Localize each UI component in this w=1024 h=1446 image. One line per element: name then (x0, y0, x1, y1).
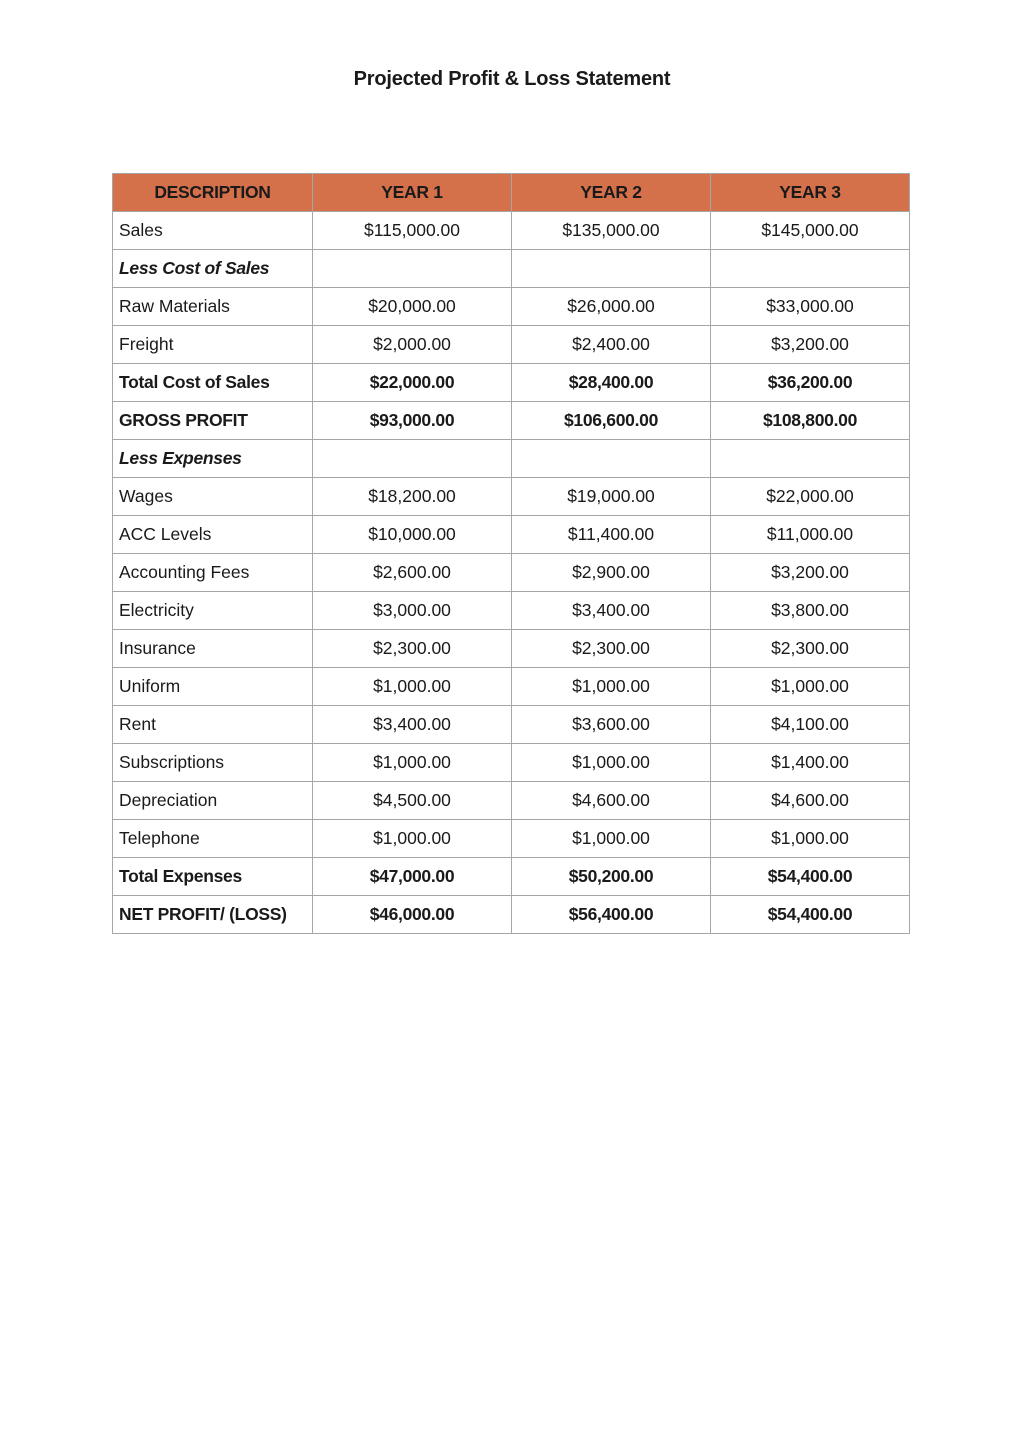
year-1-value: $22,000.00 (313, 364, 512, 402)
row-label: Insurance (113, 630, 313, 668)
row-label: Uniform (113, 668, 313, 706)
year-1-value: $18,200.00 (313, 478, 512, 516)
table-row (113, 250, 910, 288)
table-row (113, 706, 910, 744)
row-label: GROSS PROFIT (113, 402, 313, 440)
year-3-value: $145,000.00 (711, 212, 910, 250)
table-row (113, 630, 910, 668)
year-2-value: $19,000.00 (512, 478, 711, 516)
year-3-value (711, 440, 910, 478)
year-2-value: $4,600.00 (512, 782, 711, 820)
table-row (113, 402, 910, 440)
year-1-value: $115,000.00 (313, 212, 512, 250)
profit-loss-table (112, 173, 910, 934)
year-2-value: $28,400.00 (512, 364, 711, 402)
row-label: Raw Materials (113, 288, 313, 326)
year-1-value: $93,000.00 (313, 402, 512, 440)
year-2-value: $56,400.00 (512, 896, 711, 934)
year-3-value: $3,200.00 (711, 326, 910, 364)
year-2-value (512, 440, 711, 478)
table-row (113, 326, 910, 364)
table-row (113, 478, 910, 516)
year-3-value: $33,000.00 (711, 288, 910, 326)
table-row (113, 668, 910, 706)
year-1-value (313, 250, 512, 288)
table-row (113, 554, 910, 592)
table-row (113, 288, 910, 326)
page-title: Projected Profit & Loss Statement (353, 68, 671, 90)
year-1-value: $3,000.00 (313, 592, 512, 630)
year-1-value: $2,000.00 (313, 326, 512, 364)
year-2-value: $26,000.00 (512, 288, 711, 326)
year-3-value: $1,000.00 (711, 820, 910, 858)
table-row (113, 782, 910, 820)
year-3-value: $54,400.00 (711, 896, 910, 934)
row-label: Total Expenses (113, 858, 313, 896)
year-2-value: $1,000.00 (512, 820, 711, 858)
year-2-value: $3,600.00 (512, 706, 711, 744)
table-row (113, 744, 910, 782)
year-2-value: $11,400.00 (512, 516, 711, 554)
table-row (113, 592, 910, 630)
row-label: Electricity (113, 592, 313, 630)
year-1-value: $2,300.00 (313, 630, 512, 668)
row-label: Depreciation (113, 782, 313, 820)
row-label: NET PROFIT/ (LOSS) (113, 896, 313, 934)
year-3-value: $54,400.00 (711, 858, 910, 896)
year-2-value: $1,000.00 (512, 668, 711, 706)
year-2-value: $2,300.00 (512, 630, 711, 668)
year-3-value: $3,200.00 (711, 554, 910, 592)
row-label: Less Cost of Sales (113, 250, 313, 288)
year-2-value: $3,400.00 (512, 592, 711, 630)
year-1-value: $1,000.00 (313, 820, 512, 858)
year-1-value: $3,400.00 (313, 706, 512, 744)
year-2-value (512, 250, 711, 288)
year-3-value: $4,100.00 (711, 706, 910, 744)
year-3-value (711, 250, 910, 288)
table-body (113, 212, 910, 934)
column-header-year-3: YEAR 3 (711, 174, 910, 212)
row-label: Accounting Fees (113, 554, 313, 592)
year-3-value: $3,800.00 (711, 592, 910, 630)
column-header-year-1: YEAR 1 (313, 174, 512, 212)
year-1-value: $10,000.00 (313, 516, 512, 554)
year-1-value: $2,600.00 (313, 554, 512, 592)
year-2-value: $2,900.00 (512, 554, 711, 592)
year-2-value: $1,000.00 (512, 744, 711, 782)
row-label: Less Expenses (113, 440, 313, 478)
year-2-value: $50,200.00 (512, 858, 711, 896)
column-header-year-2: YEAR 2 (512, 174, 711, 212)
year-3-value: $11,000.00 (711, 516, 910, 554)
table-row (113, 212, 910, 250)
table-row (113, 364, 910, 402)
column-header-description: DESCRIPTION (113, 174, 313, 212)
year-3-value: $36,200.00 (711, 364, 910, 402)
row-label: Total Cost of Sales (113, 364, 313, 402)
year-3-value: $108,800.00 (711, 402, 910, 440)
table-header-row (113, 174, 910, 212)
table-row (113, 516, 910, 554)
table-row (113, 896, 910, 934)
year-3-value: $4,600.00 (711, 782, 910, 820)
year-1-value: $4,500.00 (313, 782, 512, 820)
table-row (113, 440, 910, 478)
year-1-value: $20,000.00 (313, 288, 512, 326)
year-3-value: $1,000.00 (711, 668, 910, 706)
year-1-value: $1,000.00 (313, 668, 512, 706)
year-2-value: $106,600.00 (512, 402, 711, 440)
year-2-value: $135,000.00 (512, 212, 711, 250)
year-1-value (313, 440, 512, 478)
row-label: Wages (113, 478, 313, 516)
year-3-value: $22,000.00 (711, 478, 910, 516)
row-label: Sales (113, 212, 313, 250)
table-row (113, 858, 910, 896)
row-label: ACC Levels (113, 516, 313, 554)
year-3-value: $1,400.00 (711, 744, 910, 782)
row-label: Rent (113, 706, 313, 744)
year-1-value: $1,000.00 (313, 744, 512, 782)
year-1-value: $47,000.00 (313, 858, 512, 896)
year-2-value: $2,400.00 (512, 326, 711, 364)
row-label: Subscriptions (113, 744, 313, 782)
row-label: Telephone (113, 820, 313, 858)
row-label: Freight (113, 326, 313, 364)
table-row (113, 820, 910, 858)
year-1-value: $46,000.00 (313, 896, 512, 934)
year-3-value: $2,300.00 (711, 630, 910, 668)
